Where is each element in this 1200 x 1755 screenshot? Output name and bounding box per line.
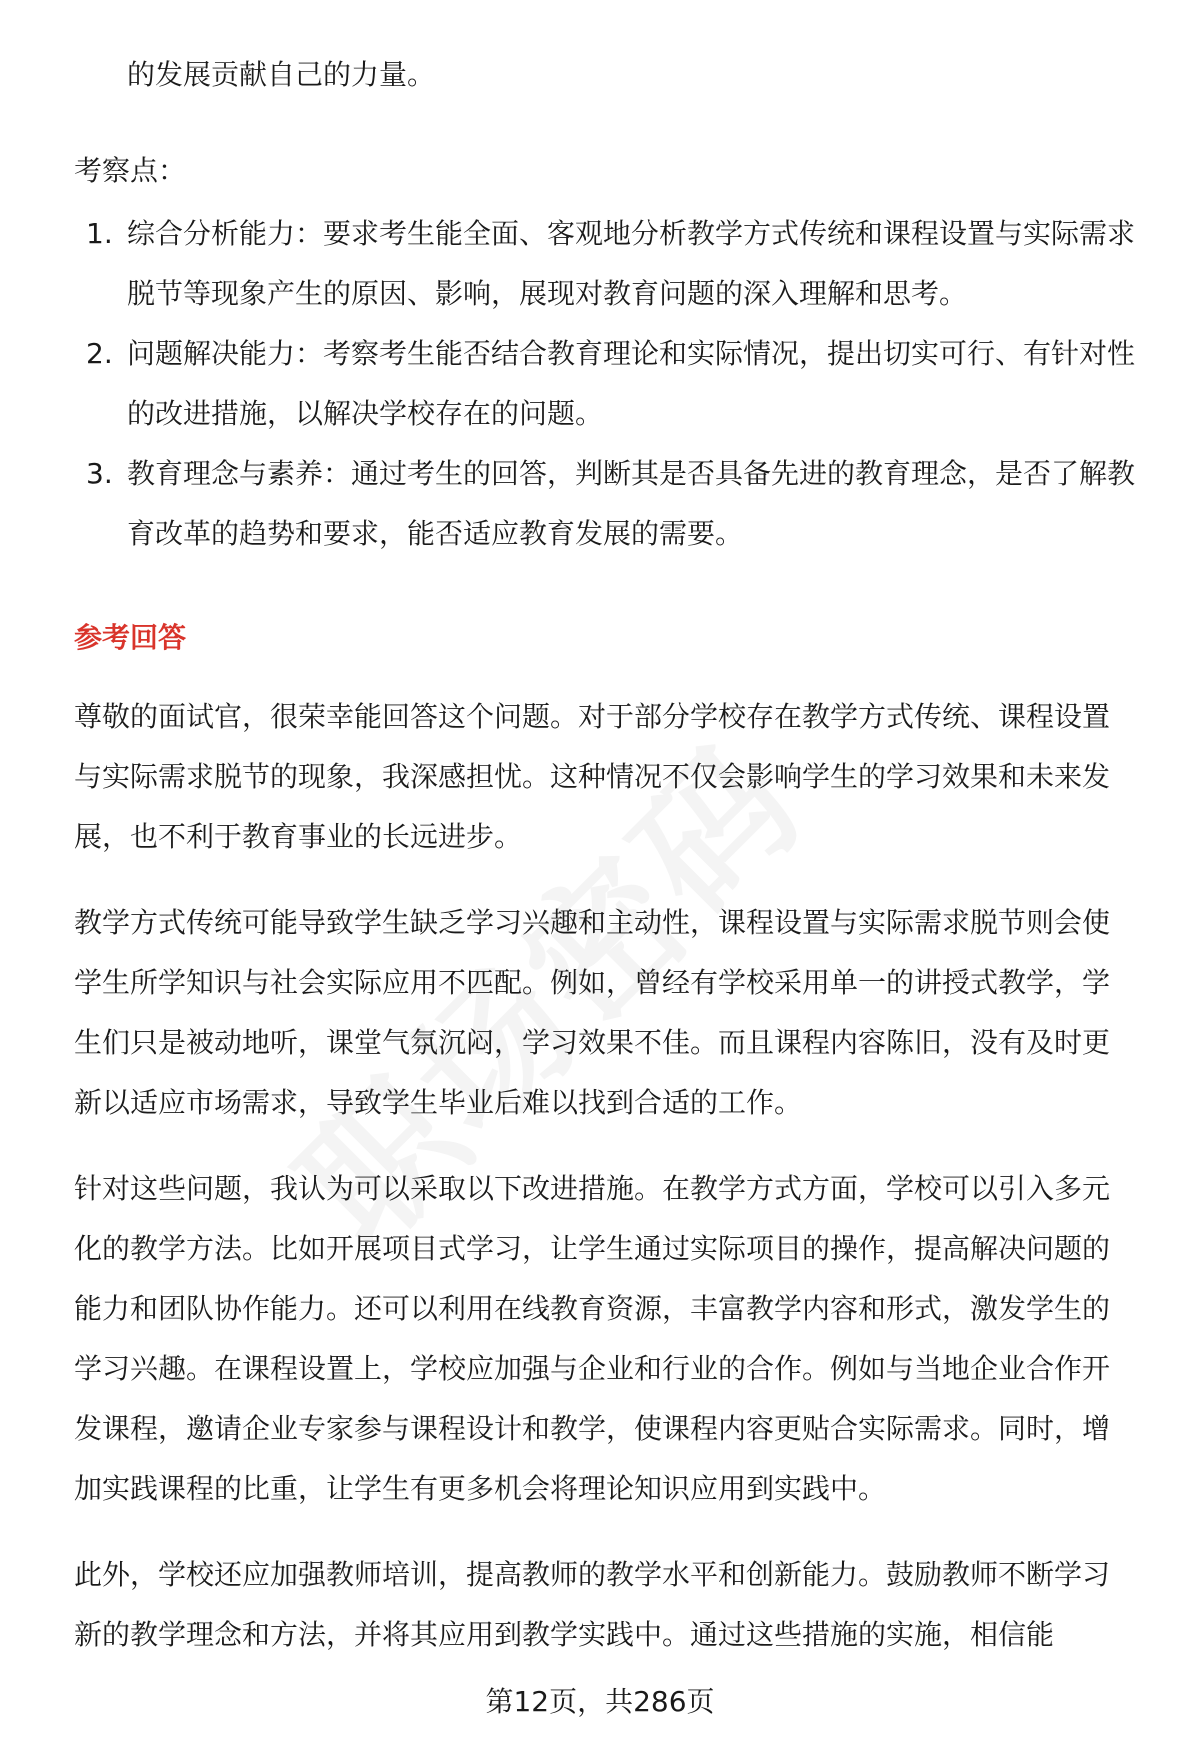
list-item-number: 2.: [86, 337, 113, 370]
list-item-number: 1.: [86, 217, 113, 250]
answer-paragraph: 针对这些问题，我认为可以采取以下改进措施。在教学方式方面，学校可以引入多元化的教学方法。比如开展项目式学习，让学生通过实际项目的操作，提高解决问题的能力和团队协作能力。还可以利用在线教育资源，丰富教学内容和形式，激发学生的学习兴趣。在课程设置上，学校应加强与企业和行业的合作。例如与当地企业合作开发课程，邀请企业专家参与课程设计和教学，使课程内容更贴合实际需求。同时，增加实践课程的比重，让学生有更多机会将理论知识应用到实践中。: [74, 1172, 1111, 1505]
reference-answer-heading: 参考回答: [74, 621, 187, 654]
list-item: [74, 204, 1144, 324]
list-item-text: 综合分析能力：要求考生能全面、客观地分析教学方式传统和课程设置与实际需求脱节等现象产生的原因、影响，展现对教育问题的深入理解和思考。: [127, 217, 1136, 310]
exam-points-label: 考察点：: [74, 154, 187, 187]
answer-paragraph: 此外，学校还应加强教师培训，提高教师的教学水平和创新能力。鼓励教师不断学习新的教学理念和方法，并将其应用到教学实践中。通过这些措施的实施，相信能: [74, 1558, 1111, 1651]
list-item: [74, 324, 1144, 444]
list-item-number: 3.: [86, 457, 113, 490]
continuation-text: 的发展贡献自己的力量。: [127, 58, 436, 91]
exam-points-list: [74, 204, 1144, 564]
list-item: [74, 444, 1144, 564]
answer-paragraph: 教学方式传统可能导致学生缺乏学习兴趣和主动性，课程设置与实际需求脱节则会使学生所学知识与社会实际应用不匹配。例如，曾经有学校采用单一的讲授式教学，学生们只是被动地听，课堂气氛沉闷，学习效果不佳。而且课程内容陈旧，没有及时更新以适应市场需求，导致学生毕业后难以找到合适的工作。: [74, 906, 1111, 1119]
answer-paragraph: 尊敬的面试官，很荣幸能回答这个问题。对于部分学校存在教学方式传统、课程设置与实际需求脱节的现象，我深感担忧。这种情况不仅会影响学生的学习效果和未来发展，也不利于教育事业的长远进步。: [74, 700, 1111, 853]
list-item-text: 教育理念与素养：通过考生的回答，判断其是否具备先进的教育理念，是否了解教育改革的趋势和要求，能否适应教育发展的需要。: [127, 457, 1136, 550]
page-number: 第12页，共286页: [485, 1685, 715, 1718]
list-item-text: 问题解决能力：考察考生能否结合教育理论和实际情况，提出切实可行、有针对性的改进措施，以解决学校存在的问题。: [127, 337, 1136, 430]
